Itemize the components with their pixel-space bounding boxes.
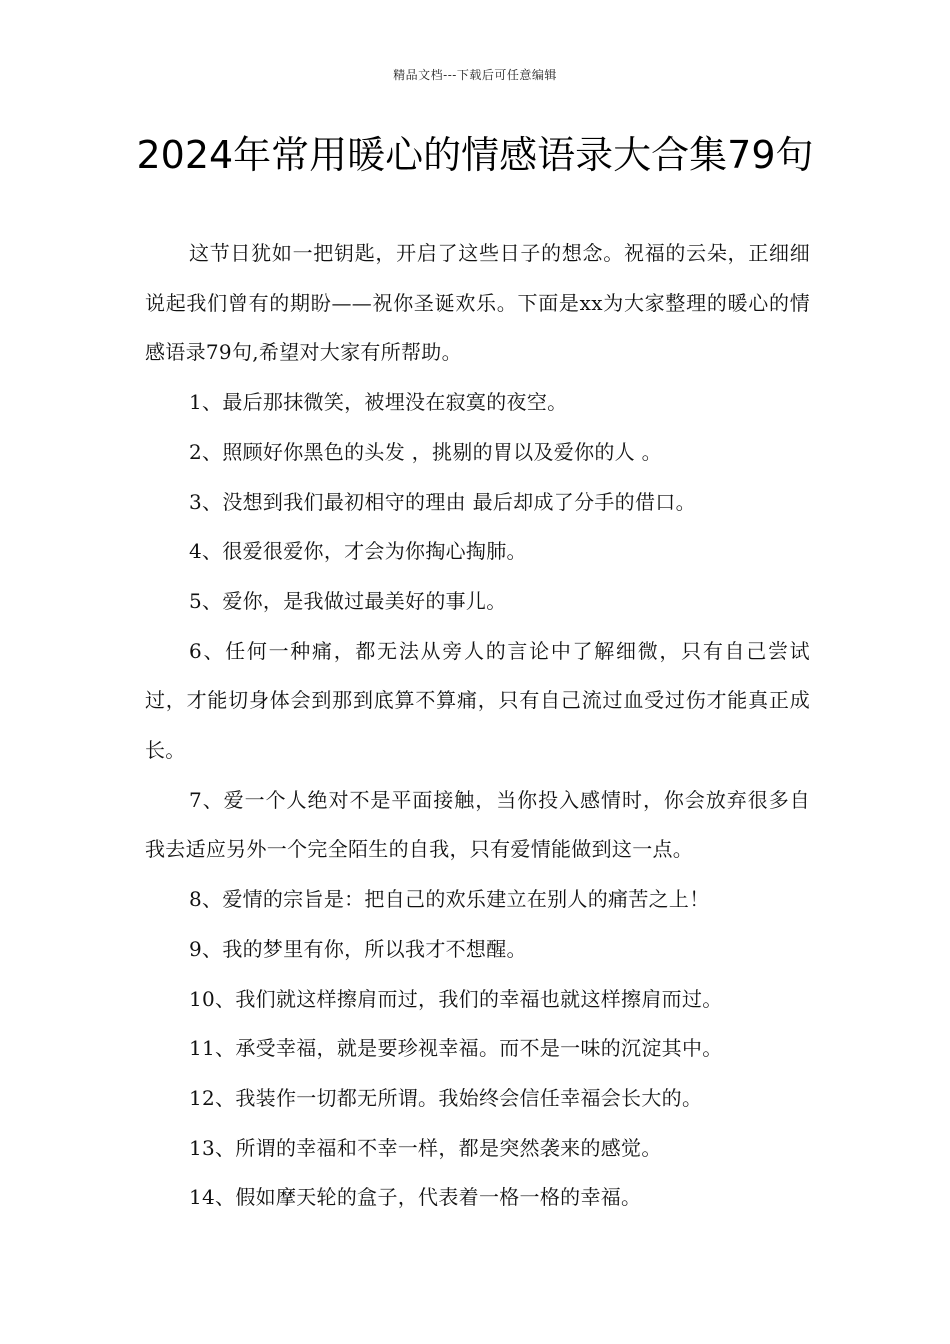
quote-14: 14、假如摩天轮的盒子，代表着一格一格的幸福。 xyxy=(189,1185,642,1210)
quote-10: 10、我们就这样擦肩而过，我们的幸福也就这样擦肩而过。 xyxy=(189,986,723,1011)
quote-5: 5、爱你，是我做过最美好的事儿。 xyxy=(189,588,507,613)
quote-8: 8、爱情的宗旨是：把自己的欢乐建立在别人的痛苦之上！ xyxy=(189,887,710,912)
intro-paragraph: 这节日犹如一把钥匙，开启了这些日子的想念。祝福的云朵，正细细说起我们曾有的期盼——祝你圣诞欢乐。下面是xx为大家整理的暖心的情感语录79句,希望对大家有所帮助。 xyxy=(145,241,810,365)
quote-6: 6、任何一种痛，都无法从旁人的言论中了解细微，只有自己尝试过，才能切身体会到那到底算不算痛，只有自己流过血受过伤才能真正成长。 xyxy=(145,638,810,763)
quote-2: 2、照顾好你黑色的头发 ，挑剔的胃以及爱你的人 。 xyxy=(189,439,662,464)
quote-3: 3、没想到我们最初相守的理由 最后却成了分手的借口。 xyxy=(189,489,696,514)
document-body xyxy=(145,229,810,1223)
quote-12: 12、我装作一切都无所谓。我始终会信任幸福会长大的。 xyxy=(189,1085,703,1110)
document-title: 2024年常用暖心的情感语录大合集79句 xyxy=(136,133,814,177)
header-note: 精品文档---下载后可任意编辑 xyxy=(393,68,557,82)
quote-11: 11、承受幸福，就是要珍视幸福。而不是一味的沉淀其中。 xyxy=(189,1036,723,1061)
quote-4: 4、很爱很爱你，才会为你掏心掏肺。 xyxy=(189,539,527,564)
quote-1: 1、最后那抹微笑，被埋没在寂寞的夜空。 xyxy=(189,390,568,415)
quote-13: 13、所谓的幸福和不幸一样，都是突然袭来的感觉。 xyxy=(189,1135,662,1160)
quote-7: 7、爱一个人绝对不是平面接触，当你投入感情时，你会放弃很多自我去适应另外一个完全陌生的自我，只有爱情能做到这一点。 xyxy=(145,787,810,862)
quote-9: 9、我的梦里有你，所以我才不想醒。 xyxy=(189,936,527,961)
